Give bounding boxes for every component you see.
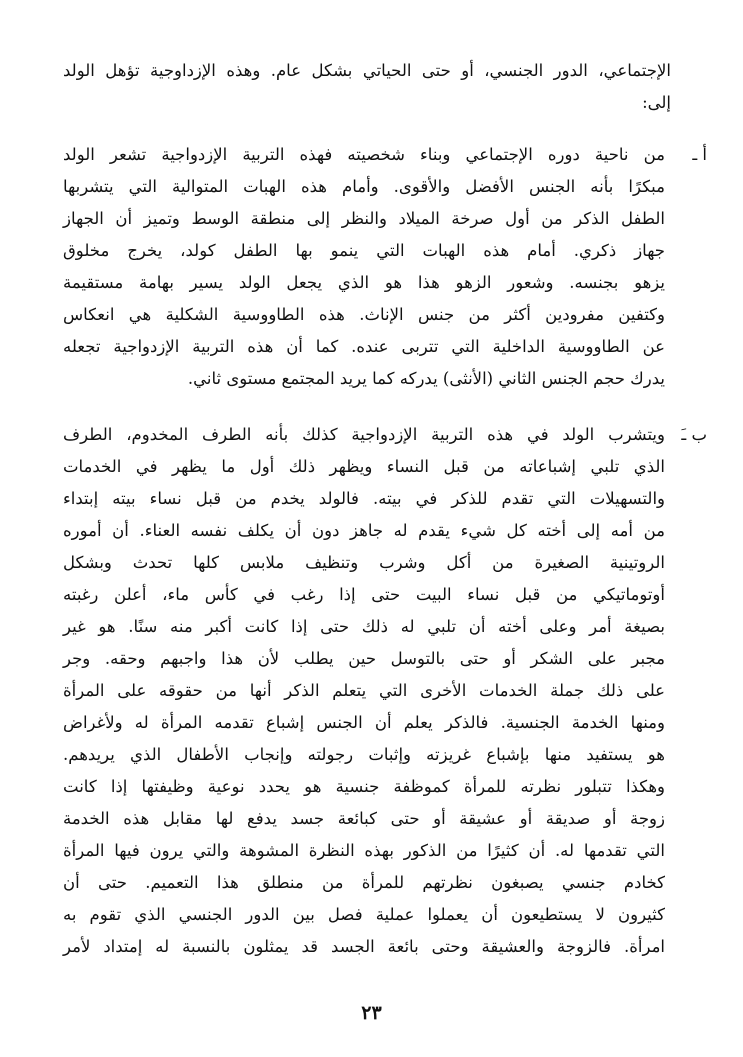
item-b-line-4: من أمه إلى أخته كل شيء يقدم له جاهز دون أن يكلف نفسه العناء. أن أموره: [63, 521, 665, 540]
item-b-line-10: ومنها الخدمة الجنسية. فالذكر يعلم أن الجنس إشباع تقدمه المرأة له ولأغراض: [63, 713, 665, 732]
item-b-line-9: على ذلك جملة الخدمات الأخرى التي يتعلم الذكر أنها من حقوقه على المرأة: [63, 681, 665, 700]
item-b-line-8: مجبر على الشكر أو حتى بالتوسل حين يطلب لأن هذا واجبهم وحقه. وجر: [63, 649, 665, 668]
item-b-line-3: والتسهيلات التي تقدم للذكر في بيته. فالولد يخدم من قبل نساء بيته إبتداء: [63, 489, 665, 508]
item-b-marker: ب ـَ: [681, 425, 707, 444]
item-b-line-13: زوجة أو صديقة أو عشيقة أو حتى كبائعة جسد يدفع لها مقابل هذه الخدمة: [63, 809, 665, 828]
item-b-line-5: الروتينية الصغيرة من أكل وشرب وتنظيف ملابس كلها تحدث وبشكل: [63, 553, 665, 572]
item-a-line-6: وكتفين مفرودين أكثر من جنس الإناث. هذه الطاووسية الشكلية هي انعكاس: [63, 305, 665, 324]
item-a-line-3: الطفل الذكر من أول صرخة الميلاد والنظر إلى منطقة الوسط وتميز أن الجهاز: [63, 209, 665, 228]
item-a-line-1: من ناحية دوره الإجتماعي وبناء شخصيته فهذه التربية الإزدواجية تشعر الولد: [63, 145, 665, 164]
item-a-line-8: يدرك حجم الجنس الثاني (الأنثى) يدركه كما يريد المجتمع مستوى ثاني.: [187, 369, 665, 388]
item-b-line-15: كخادم جنسي يصبغون نظرتهم للمرأة من منطلق هذا التعميم. حتى أن: [63, 873, 665, 892]
item-b-line-11: هو يستفيد منها بإشباع غريزته وإثبات رجولته وإنجاب الأطفال الذي يريدهم.: [63, 745, 665, 764]
item-b-line-14: التي تقدمها له. أن كثيرًا من الذكور بهذه النظرة المشوهة والتي يرون فيها المرأة: [63, 841, 665, 860]
page-number: ٢٣: [361, 1002, 382, 1024]
intro-line-1: الإجتماعي، الدور الجنسي، أو حتى الحياتي بشكل عام. وهذه الإزداوجية تؤهل الولد: [63, 61, 671, 80]
item-a-line-4: جهاز ذكري. أمام هذه الهبات التي ينمو بها الطفل كولد، يخرج مخلوق: [63, 241, 665, 260]
item-a-line-7: عن الطاووسية الداخلية التي تتربى عنده. كما أن هذه التربية الإزدواجية تجعله: [63, 337, 665, 356]
intro-line-2: إلى:: [642, 93, 671, 112]
item-b-line-6: أوتوماتيكي من قبل نساء البيت حتى إذا رغب في كأس ماء، أعلن رغبته: [63, 585, 665, 604]
item-a-marker: أ ـ: [692, 145, 707, 164]
item-b-line-2: الذي تلبي إشباعاته من قبل النساء ويظهر ذلك أول ما يظهر في الخدمات: [63, 457, 665, 476]
item-b-line-16: كثيرون لا يستطيعون أن يعملوا عملية فصل بين الدور الجنسي الذي تقوم به: [63, 905, 665, 924]
item-b-line-12: وهكذا تتبلور نظرته للمرأة كموظفة جنسية هو يحدد نوعية وظيفتها إذا كانت: [63, 777, 665, 796]
item-a-line-2: مبكرًا بأنه الجنس الأفضل والأقوى. وأمام هذه الهبات المتوالية التي يتشربها: [63, 177, 665, 196]
item-a-line-5: يزهو بجنسه. وشعور الزهو هذا هو الذي يجعل الولد يسير بهامة مستقيمة: [63, 273, 665, 292]
item-b-line-1: ويتشرب الولد في هذه التربية الإزدواجية كذلك بأنه الطرف المخدوم، الطرف: [63, 425, 665, 444]
item-b-line-7: بصيغة أمر وعلى أخته أن تلبي له ذلك حتى إذا كانت أكبر منه سنًا. هو غير: [63, 617, 665, 636]
item-b-line-17: امرأة. فالزوجة والعشيقة وحتى بائعة الجسد قد يمثلون بالنسبة له إمتداد لأمر: [63, 937, 665, 956]
